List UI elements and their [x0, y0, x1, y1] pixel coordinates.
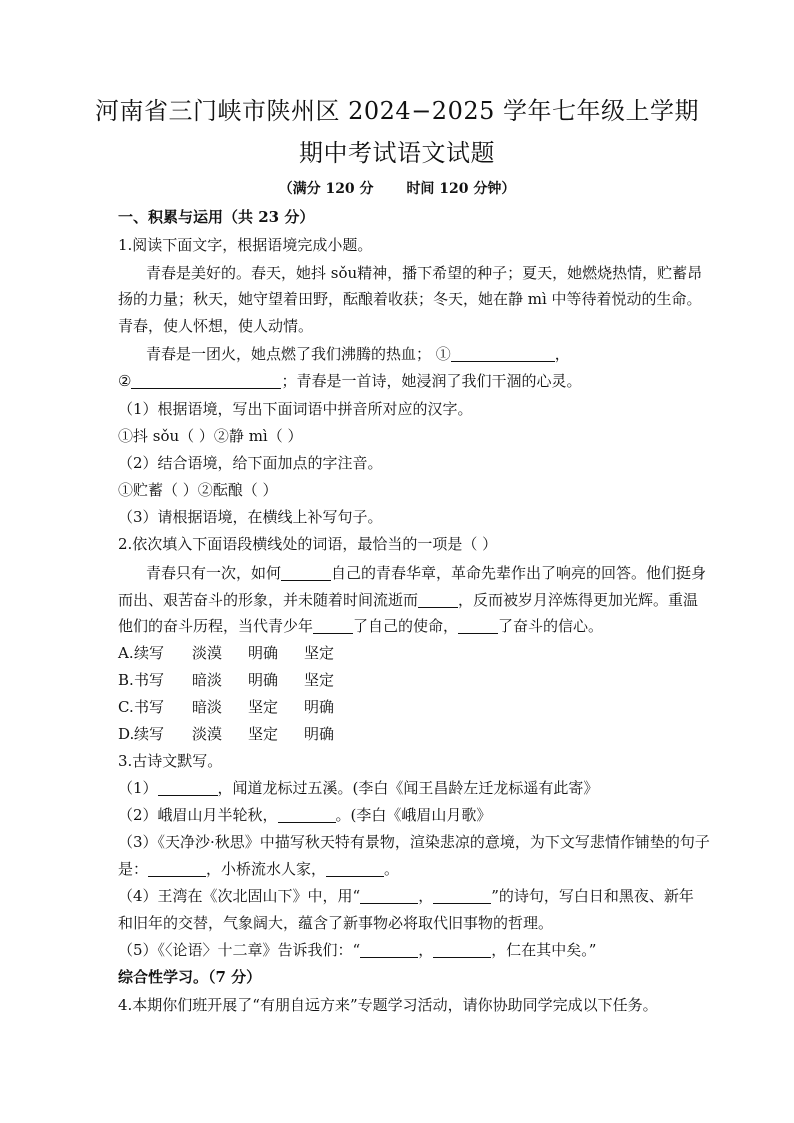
option-c-word2: 暗淡: [192, 698, 223, 716]
q1-para1-line3: 青春，使人怀想，使人动情。: [118, 317, 314, 335]
q3-item5: （5）《〈论语〉十二章》告诉我们：“ ， ，仁在其中矣。”: [118, 941, 597, 959]
answer-blank-11[interactable]: [360, 887, 418, 904]
answer-blank-4[interactable]: [418, 591, 458, 608]
answer-blank-7[interactable]: [158, 779, 218, 796]
q1-prompt: 1.阅读下面文字，根据语境完成小题。: [118, 236, 373, 254]
section1-heading: 一、积累与运用（共 23 分）: [118, 208, 315, 226]
option-d-word2: 淡漠: [192, 725, 223, 743]
q3-item4-line2: 和旧年的交替，气象阔大，蕴含了新事物必将取代旧事物的哲理。: [118, 914, 554, 932]
time-info: 时间 120 分钟）: [406, 181, 516, 197]
answer-blank-14[interactable]: [433, 941, 491, 958]
q1-sub1-items: ①抖 sǒu（ ）②静 mì（ ）: [118, 427, 303, 445]
answer-blank-5[interactable]: [313, 617, 353, 634]
answer-blank-2[interactable]: [131, 372, 281, 389]
option-d-letter[interactable]: D.: [118, 725, 135, 743]
answer-blank-9[interactable]: [148, 860, 206, 877]
answer-blank-13[interactable]: [360, 941, 418, 958]
option-a-word4: 坚定: [304, 644, 335, 662]
answer-blank-3[interactable]: [281, 564, 331, 581]
q4-prompt: 4.本期你们班开展了“有朋自远方来”专题学习活动，请你协助同学完成以下任务。: [118, 996, 658, 1014]
answer-blank-1[interactable]: [451, 345, 555, 362]
option-d-word4: 明确: [304, 725, 335, 743]
option-a-word3: 明确: [248, 644, 279, 662]
q1-para1-line2: 扬的力量；秋天，她守望着田野，酝酿着收获；冬天，她在静 mì 中等待着悦动的生命。: [118, 290, 702, 308]
q1-sub2-items: ①贮蓄（ ）②酝酿（ ）: [118, 481, 278, 499]
q1-para1-line1: 青春是美好的。春天，她抖 sǒu精神，播下希望的种子；夏天，她燃烧热情，贮蓄昂: [146, 264, 703, 282]
q2-para-line3: 他们的奋斗历程，当代青少年 了自己的使命， 了奋斗的信心。: [118, 617, 604, 635]
option-b-letter[interactable]: B.: [118, 671, 134, 689]
q2-para-line1: 青春只有一次，如何 自己的青春华章，革命先辈作出了响亮的回答。他们挺身: [146, 564, 707, 582]
answer-blank-6[interactable]: [458, 617, 498, 634]
answer-blank-12[interactable]: [433, 887, 491, 904]
option-b-word4: 坚定: [304, 671, 335, 689]
exam-meta: [0, 178, 794, 198]
option-d-word3: 坚定: [248, 725, 279, 743]
option-c-letter[interactable]: C.: [118, 698, 134, 716]
exam-title-line2: 期中考试语文试题: [299, 139, 495, 167]
option-b-word3: 明确: [248, 671, 279, 689]
q3-item3-line1: （3）《天净沙·秋思》中描写秋天特有景物，渲染悲凉的意境，为下文写悲情作铺垫的句子: [118, 833, 710, 851]
option-a-word1: 续写: [134, 644, 165, 662]
q3-item3-line2: 是： ，小桥流水人家， 。: [118, 860, 400, 878]
q3-item2: （2）峨眉山月半轮秋， 。(李白《峨眉山月歌》: [118, 806, 492, 824]
score-info: （满分 120 分: [278, 181, 374, 197]
option-d-word1: 续写: [134, 725, 165, 743]
q1-para2-line2: ② ；青春是一首诗，她浸润了我们干涸的心灵。: [118, 372, 582, 390]
q1-sub1: （1）根据语境，写出下面词语中拼音所对应的汉字。: [118, 400, 473, 418]
section2-heading: 综合性学习。（7 分）: [118, 968, 262, 986]
q3-item1: （1） ，闻道龙标过五溪。(李白《闻王昌龄左迁龙标遥有此寄》: [118, 779, 599, 797]
q1-sub3: （3）请根据语境，在横线上补写句子。: [118, 508, 383, 526]
q2-para-line2: 而出、艰苦奋斗的形象，并未随着时间流逝而 ，反而被岁月淬炼得更加光辉。重温: [118, 591, 699, 609]
option-c-word4: 明确: [304, 698, 335, 716]
answer-blank-10[interactable]: [326, 860, 384, 877]
exam-title-line1: 河南省三门峡市陕州区 2024−2025 学年七年级上学期: [94, 97, 700, 125]
option-a-letter[interactable]: A.: [118, 644, 134, 662]
q3-prompt: 3.古诗文默写。: [118, 752, 223, 770]
q1-para2-line1: 青春是一团火，她点燃了我们沸腾的热血； ① ，: [146, 345, 570, 363]
option-b-word1: 书写: [134, 671, 165, 689]
option-a-word2: 淡漠: [192, 644, 223, 662]
answer-blank-8[interactable]: [278, 806, 336, 823]
q3-item4-line1: （4）王湾在《次北固山下》中，用“ ， ”的诗句，写白日和黑夜、新年: [118, 887, 694, 905]
q2-prompt: 2.依次填入下面语段横线处的词语，最恰当的一项是（ ）: [118, 535, 498, 553]
option-b-word2: 暗淡: [192, 671, 223, 689]
option-c-word1: 书写: [134, 698, 165, 716]
option-c-word3: 坚定: [248, 698, 279, 716]
q1-sub2: （2）结合语境，给下面加点的字注音。: [118, 454, 383, 472]
